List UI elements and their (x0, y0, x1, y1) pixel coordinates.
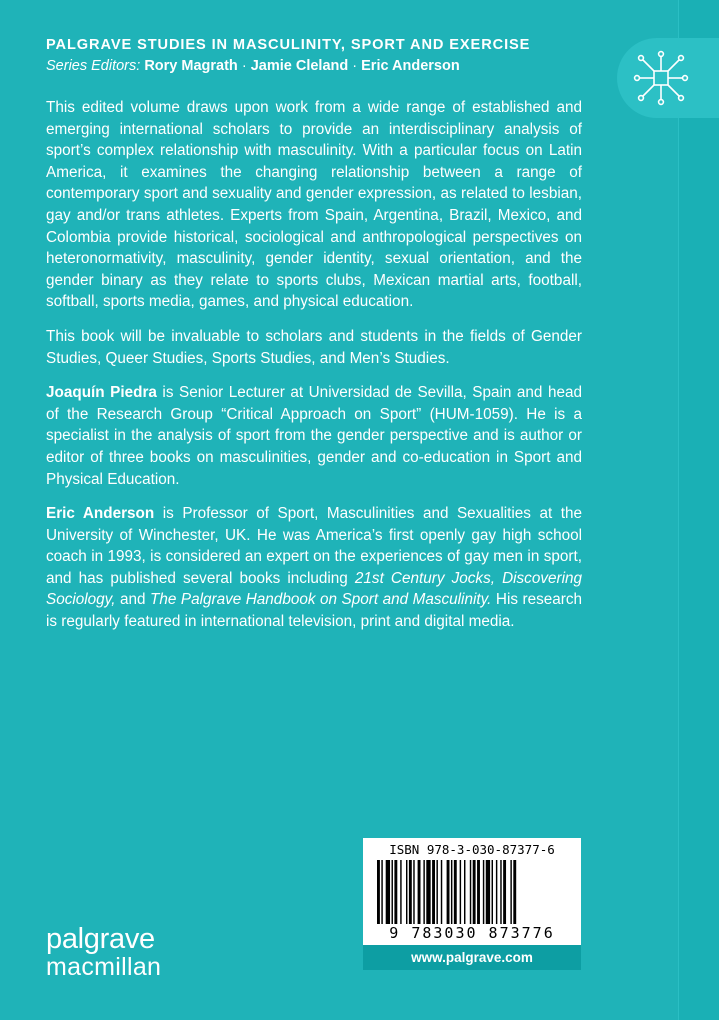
series-title: PALGRAVE STUDIES IN MASCULINITY, SPORT AND EXERCISE (46, 37, 531, 53)
series-editor-name: Rory Magrath (144, 58, 238, 74)
author-name: Joaquín Piedra (46, 384, 157, 402)
publisher-logo-line: macmillan (46, 953, 162, 981)
series-header (46, 36, 606, 76)
author-bio-text: is Senior Lecturer at Universidad de Sevilla, Spain and head of the Research Group “Critical Approach on Sport” (HUM-1059). He is a specialist in the analysis of sport from the gender perspective and is author or editor of three books on masculinities, gender and co-education in Sport and Physical Education. (46, 384, 582, 488)
author-bio (46, 382, 582, 490)
isbn-label: ISBN 978-3-030-87377-6 (389, 842, 555, 857)
author-bio-text: His research is regularly featured in international television, print and digital media. (46, 591, 583, 631)
book-spine-edge (678, 0, 719, 1020)
name-separator: · (352, 58, 358, 74)
blurb-paragraph: This book will be invaluable to scholars and students in the fields of Gender Studies, Queer Studies, Sports Studies, and Men’s Studies. (46, 327, 582, 367)
series-editors (46, 56, 606, 76)
author-bio (46, 503, 582, 633)
barcode-digits: 9 783030 873776 (389, 924, 555, 942)
palgrave-network-icon (617, 38, 719, 118)
name-separator: · (241, 58, 247, 74)
series-editor-name: Eric Anderson (361, 58, 460, 74)
author-bio-text: is Professor of Sport, Masculinities and Sexualities at the University of Winchester, UK. He was America’s first openly gay high school coach in 1993, is considered an expert on the experiences of gay men in sport, and has published several books including (46, 505, 582, 587)
book-title: 21st Century Jocks, Discovering Sociology, (46, 569, 582, 609)
book-title: The Palgrave Handbook on Sport and Masculinity. (150, 591, 492, 609)
author-bio-text: and (115, 591, 150, 609)
back-cover-text (46, 97, 582, 646)
barcode-bars (373, 860, 571, 924)
publisher-logo (46, 924, 161, 980)
blurb-paragraph: This edited volume draws upon work from a wide range of established and emerging international scholars to provide an interdisciplinary analysis of sport’s complex relationship with masculinity. With a particular focus on Latin America, it examines the changing relationship between a range of contemporary sport and sexuality and gender expression, as related to lesbian, gay and/or trans athletes. Experts from Spain, Argentina, Brazil, Mexico, and Colombia provide historical, sociological and anthropological perspectives on heteronormativity, masculinity, gender identity, sexual orientation, and the gender binary as they relate to sports clubs, Mexican martial arts, football, softball, sports media, games, and physical education. (46, 99, 582, 311)
series-editor-name: Jamie Cleland (250, 58, 349, 74)
publisher-url: www.palgrave.com (363, 945, 581, 970)
series-editors-label: Series Editors: (46, 58, 141, 74)
author-name: Eric Anderson (46, 505, 155, 523)
publisher-logo-line: palgrave (46, 923, 155, 955)
